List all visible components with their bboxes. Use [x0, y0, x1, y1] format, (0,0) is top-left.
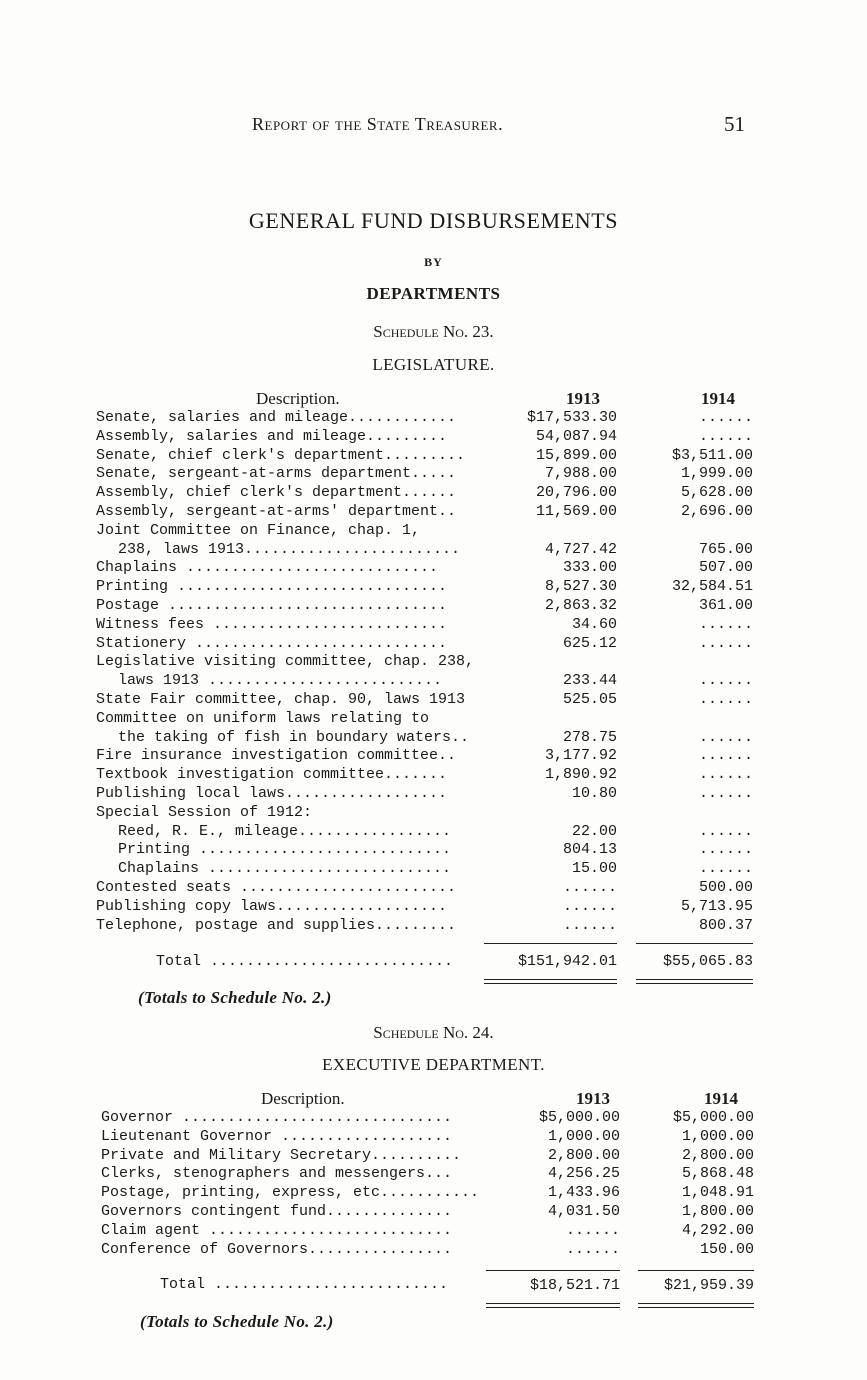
row-description: Postage ............................... — [96, 596, 448, 614]
row-description: Contested seats ........................ — [96, 878, 457, 896]
schedule-24-label: Schedule No. 24. — [373, 1023, 494, 1042]
table-row — [96, 484, 756, 503]
total-label: Total .......................... — [160, 1276, 449, 1293]
row-value-1914: 1,000.00 — [681, 1127, 754, 1145]
running-head: Report of the State Treasurer. — [252, 114, 504, 134]
row-value-1914: 5,628.00 — [680, 484, 753, 502]
row-value-1913: 4,727.42 — [544, 540, 617, 558]
row-value-1914: ...... — [698, 784, 753, 802]
row-value-1914: ...... — [698, 427, 753, 445]
table-row — [96, 447, 756, 466]
row-value-1914: 5,868.48 — [681, 1165, 754, 1183]
row-value-1913: 525.05 — [562, 690, 617, 708]
row-value-1913: 8,527.30 — [544, 578, 617, 596]
table-row — [96, 465, 756, 484]
table-row — [96, 597, 756, 616]
schedule-24-heading: EXECUTIVE DEPARTMENT. — [322, 1055, 545, 1074]
row-value-1914: $3,511.00 — [671, 446, 753, 464]
table-row — [96, 503, 756, 522]
row-value-1914: 2,800.00 — [681, 1146, 754, 1164]
row-value-1913: 54,087.94 — [535, 427, 617, 445]
total-label: Total ........................... — [156, 953, 454, 970]
row-description: Lieutenant Governor ................... — [101, 1127, 453, 1145]
total-double-rule-1914 — [638, 1303, 754, 1308]
table-row — [96, 428, 756, 447]
row-value-1913: ...... — [565, 1221, 620, 1239]
row-value-1913: 11,569.00 — [535, 502, 617, 520]
total-1913: $18,521.71 — [529, 1277, 620, 1294]
row-value-1914: ...... — [698, 822, 753, 840]
row-description: Conference of Governors................ — [101, 1240, 453, 1258]
table-row — [96, 578, 756, 597]
row-description: 238, laws 1913........................ — [118, 540, 461, 558]
table-row — [96, 541, 756, 560]
table-row — [96, 766, 756, 785]
row-value-1913: 3,177.92 — [544, 747, 617, 765]
row-value-1914: 4,292.00 — [681, 1221, 754, 1239]
row-value-1913: 625.12 — [562, 634, 617, 652]
row-value-1914: 32,584.51 — [671, 578, 753, 596]
subtotal-rule-1913 — [484, 943, 617, 944]
table-row — [101, 1109, 761, 1128]
table-row — [96, 635, 756, 654]
table-body — [101, 1109, 761, 1259]
row-value-1913: 2,863.32 — [544, 596, 617, 614]
table-row — [101, 1165, 761, 1184]
row-value-1914: 500.00 — [698, 878, 753, 896]
row-description: Witness fees .......................... — [96, 615, 448, 633]
page-title: GENERAL FUND DISBURSEMENTS — [248, 208, 619, 233]
total-double-rule-1913 — [484, 979, 617, 984]
totals-note: (Totals to Schedule No. 2.) — [140, 1312, 334, 1331]
row-value-1913: ...... — [565, 1240, 620, 1258]
row-value-1913: 4,031.50 — [547, 1202, 620, 1220]
row-description: Clerks, stenographers and messengers... — [101, 1165, 453, 1183]
row-value-1914: ...... — [698, 747, 753, 765]
row-description: Stationery ............................ — [96, 634, 448, 652]
schedule-23-label: Schedule No. 23. — [373, 322, 494, 341]
row-description: Joint Committee on Finance, chap. 1, — [96, 521, 421, 539]
row-description: the taking of fish in boundary waters.. — [118, 728, 470, 746]
row-value-1914: ...... — [698, 766, 753, 784]
row-value-1913: 10.80 — [571, 784, 617, 802]
row-value-1913: $5,000.00 — [538, 1109, 620, 1126]
table-row — [96, 804, 756, 823]
table-body — [96, 409, 756, 935]
row-value-1914: 765.00 — [698, 540, 753, 558]
row-value-1914: 150.00 — [699, 1240, 754, 1258]
col-1913: 1913 — [566, 389, 600, 408]
row-value-1913: 34.60 — [571, 615, 617, 633]
row-value-1914: ...... — [698, 634, 753, 652]
row-value-1914: 2,696.00 — [680, 502, 753, 520]
row-value-1914: ...... — [698, 615, 753, 633]
row-description: Printing ............................ — [118, 841, 452, 859]
row-value-1913: $17,533.30 — [526, 409, 617, 426]
row-value-1913: ...... — [562, 897, 617, 915]
table-row — [101, 1184, 761, 1203]
row-description: Chaplains ............................ — [96, 559, 439, 577]
row-description: Postage, printing, express, etc........... — [101, 1184, 480, 1202]
subtotal-rule-1914 — [638, 1270, 754, 1271]
row-value-1913: 7,988.00 — [544, 465, 617, 483]
row-value-1914: ...... — [698, 690, 753, 708]
by-label: BY — [424, 255, 443, 269]
col-1913: 1913 — [576, 1089, 610, 1108]
table-row — [96, 409, 756, 428]
row-value-1913: 1,000.00 — [547, 1127, 620, 1145]
table-row — [96, 616, 756, 635]
executive-table — [101, 1089, 761, 1259]
row-value-1914: 361.00 — [698, 596, 753, 614]
row-value-1914: ...... — [698, 841, 753, 859]
subtotal-rule-1914 — [636, 943, 753, 944]
total-double-rule-1913 — [486, 1303, 620, 1308]
table-row — [96, 710, 756, 729]
table-row — [96, 785, 756, 804]
table-row — [96, 653, 756, 672]
row-value-1913: 804.13 — [562, 841, 617, 859]
row-description: Printing .............................. — [96, 578, 448, 596]
col-1914: 1914 — [704, 1089, 738, 1108]
row-description: Senate, sergeant-at-arms department..... — [96, 465, 457, 483]
row-value-1913: 333.00 — [562, 559, 617, 577]
table-row — [96, 917, 756, 936]
col-description: Description. — [261, 1089, 345, 1108]
col-description: Description. — [256, 389, 340, 408]
subtotal-rule-1913 — [486, 1270, 620, 1271]
row-value-1914: 800.37 — [698, 916, 753, 934]
row-value-1914: 1,048.91 — [681, 1184, 754, 1202]
table-row — [96, 879, 756, 898]
row-value-1913: 278.75 — [562, 728, 617, 746]
table-row — [101, 1128, 761, 1147]
table-row — [96, 860, 756, 879]
row-description: Governors contingent fund.............. — [101, 1202, 453, 1220]
total-1914: $55,065.83 — [662, 953, 753, 970]
row-description: Committee on uniform laws relating to — [96, 709, 430, 727]
row-description: Special Session of 1912: — [96, 803, 313, 821]
row-value-1913: 15.00 — [571, 860, 617, 878]
table-header — [101, 1089, 761, 1109]
row-value-1913: 4,256.25 — [547, 1165, 620, 1183]
table-row — [101, 1222, 761, 1241]
total-double-rule-1914 — [636, 979, 753, 984]
table-row — [101, 1203, 761, 1222]
table-row — [96, 823, 756, 842]
row-value-1913: 233.44 — [562, 672, 617, 690]
row-description: Publishing local laws.................. — [96, 784, 448, 802]
row-description: Private and Military Secretary.......... — [101, 1146, 462, 1164]
col-1914: 1914 — [701, 389, 735, 408]
row-description: Chaplains ........................... — [118, 860, 452, 878]
legislature-table — [96, 389, 756, 935]
row-value-1914: ...... — [698, 728, 753, 746]
table-row — [96, 747, 756, 766]
table-row — [101, 1241, 761, 1260]
table-header — [96, 389, 756, 409]
table-row — [96, 729, 756, 748]
row-value-1914: $5,000.00 — [672, 1109, 754, 1126]
row-value-1914: ...... — [698, 672, 753, 690]
row-value-1914: ...... — [698, 409, 753, 426]
row-description: Publishing copy laws................... — [96, 897, 448, 915]
row-description: Legislative visiting committee, chap. 238, — [96, 653, 475, 671]
row-value-1914: 1,800.00 — [681, 1202, 754, 1220]
table-row — [96, 691, 756, 710]
row-value-1914: ...... — [698, 860, 753, 878]
row-description: Senate, salaries and mileage............ — [96, 409, 457, 426]
schedule-23-heading: LEGISLATURE. — [372, 355, 495, 374]
row-value-1913: 2,800.00 — [547, 1146, 620, 1164]
table-row — [96, 522, 756, 541]
row-description: Senate, chief clerk's department......... — [96, 446, 466, 464]
row-description: laws 1913 .......................... — [118, 672, 443, 690]
row-description: Claim agent ........................... — [101, 1221, 453, 1239]
row-value-1913: 1,433.96 — [547, 1184, 620, 1202]
table-row — [96, 672, 756, 691]
row-description: Fire insurance investigation committee.. — [96, 747, 457, 765]
row-description: Assembly, sergeant-at-arms' department.. — [96, 502, 457, 520]
total-1913: $151,942.01 — [517, 953, 617, 970]
totals-note: (Totals to Schedule No. 2.) — [138, 988, 332, 1007]
row-value-1913: 20,796.00 — [535, 484, 617, 502]
row-value-1913: 22.00 — [571, 822, 617, 840]
row-description: Assembly, chief clerk's department...... — [96, 484, 457, 502]
row-value-1914: 507.00 — [698, 559, 753, 577]
row-value-1913: 1,890.92 — [544, 766, 617, 784]
total-1914: $21,959.39 — [663, 1277, 754, 1294]
row-value-1913: ...... — [562, 878, 617, 896]
table-row — [96, 559, 756, 578]
row-description: Textbook investigation committee....... — [96, 766, 448, 784]
subtitle: DEPARTMENTS — [366, 284, 501, 303]
row-description: Reed, R. E., mileage................. — [118, 822, 452, 840]
table-row — [96, 898, 756, 917]
row-description: Assembly, salaries and mileage......... — [96, 427, 448, 445]
table-row — [101, 1147, 761, 1166]
page-number: 51 — [724, 112, 745, 136]
row-value-1914: 5,713.95 — [680, 897, 753, 915]
row-value-1913: ...... — [562, 916, 617, 934]
row-value-1914: 1,999.00 — [680, 465, 753, 483]
row-value-1913: 15,899.00 — [535, 446, 617, 464]
row-description: Governor .............................. — [101, 1109, 453, 1126]
row-description: State Fair committee, chap. 90, laws 1913 — [96, 690, 466, 708]
table-row — [96, 841, 756, 860]
row-description: Telephone, postage and supplies......... — [96, 916, 457, 934]
